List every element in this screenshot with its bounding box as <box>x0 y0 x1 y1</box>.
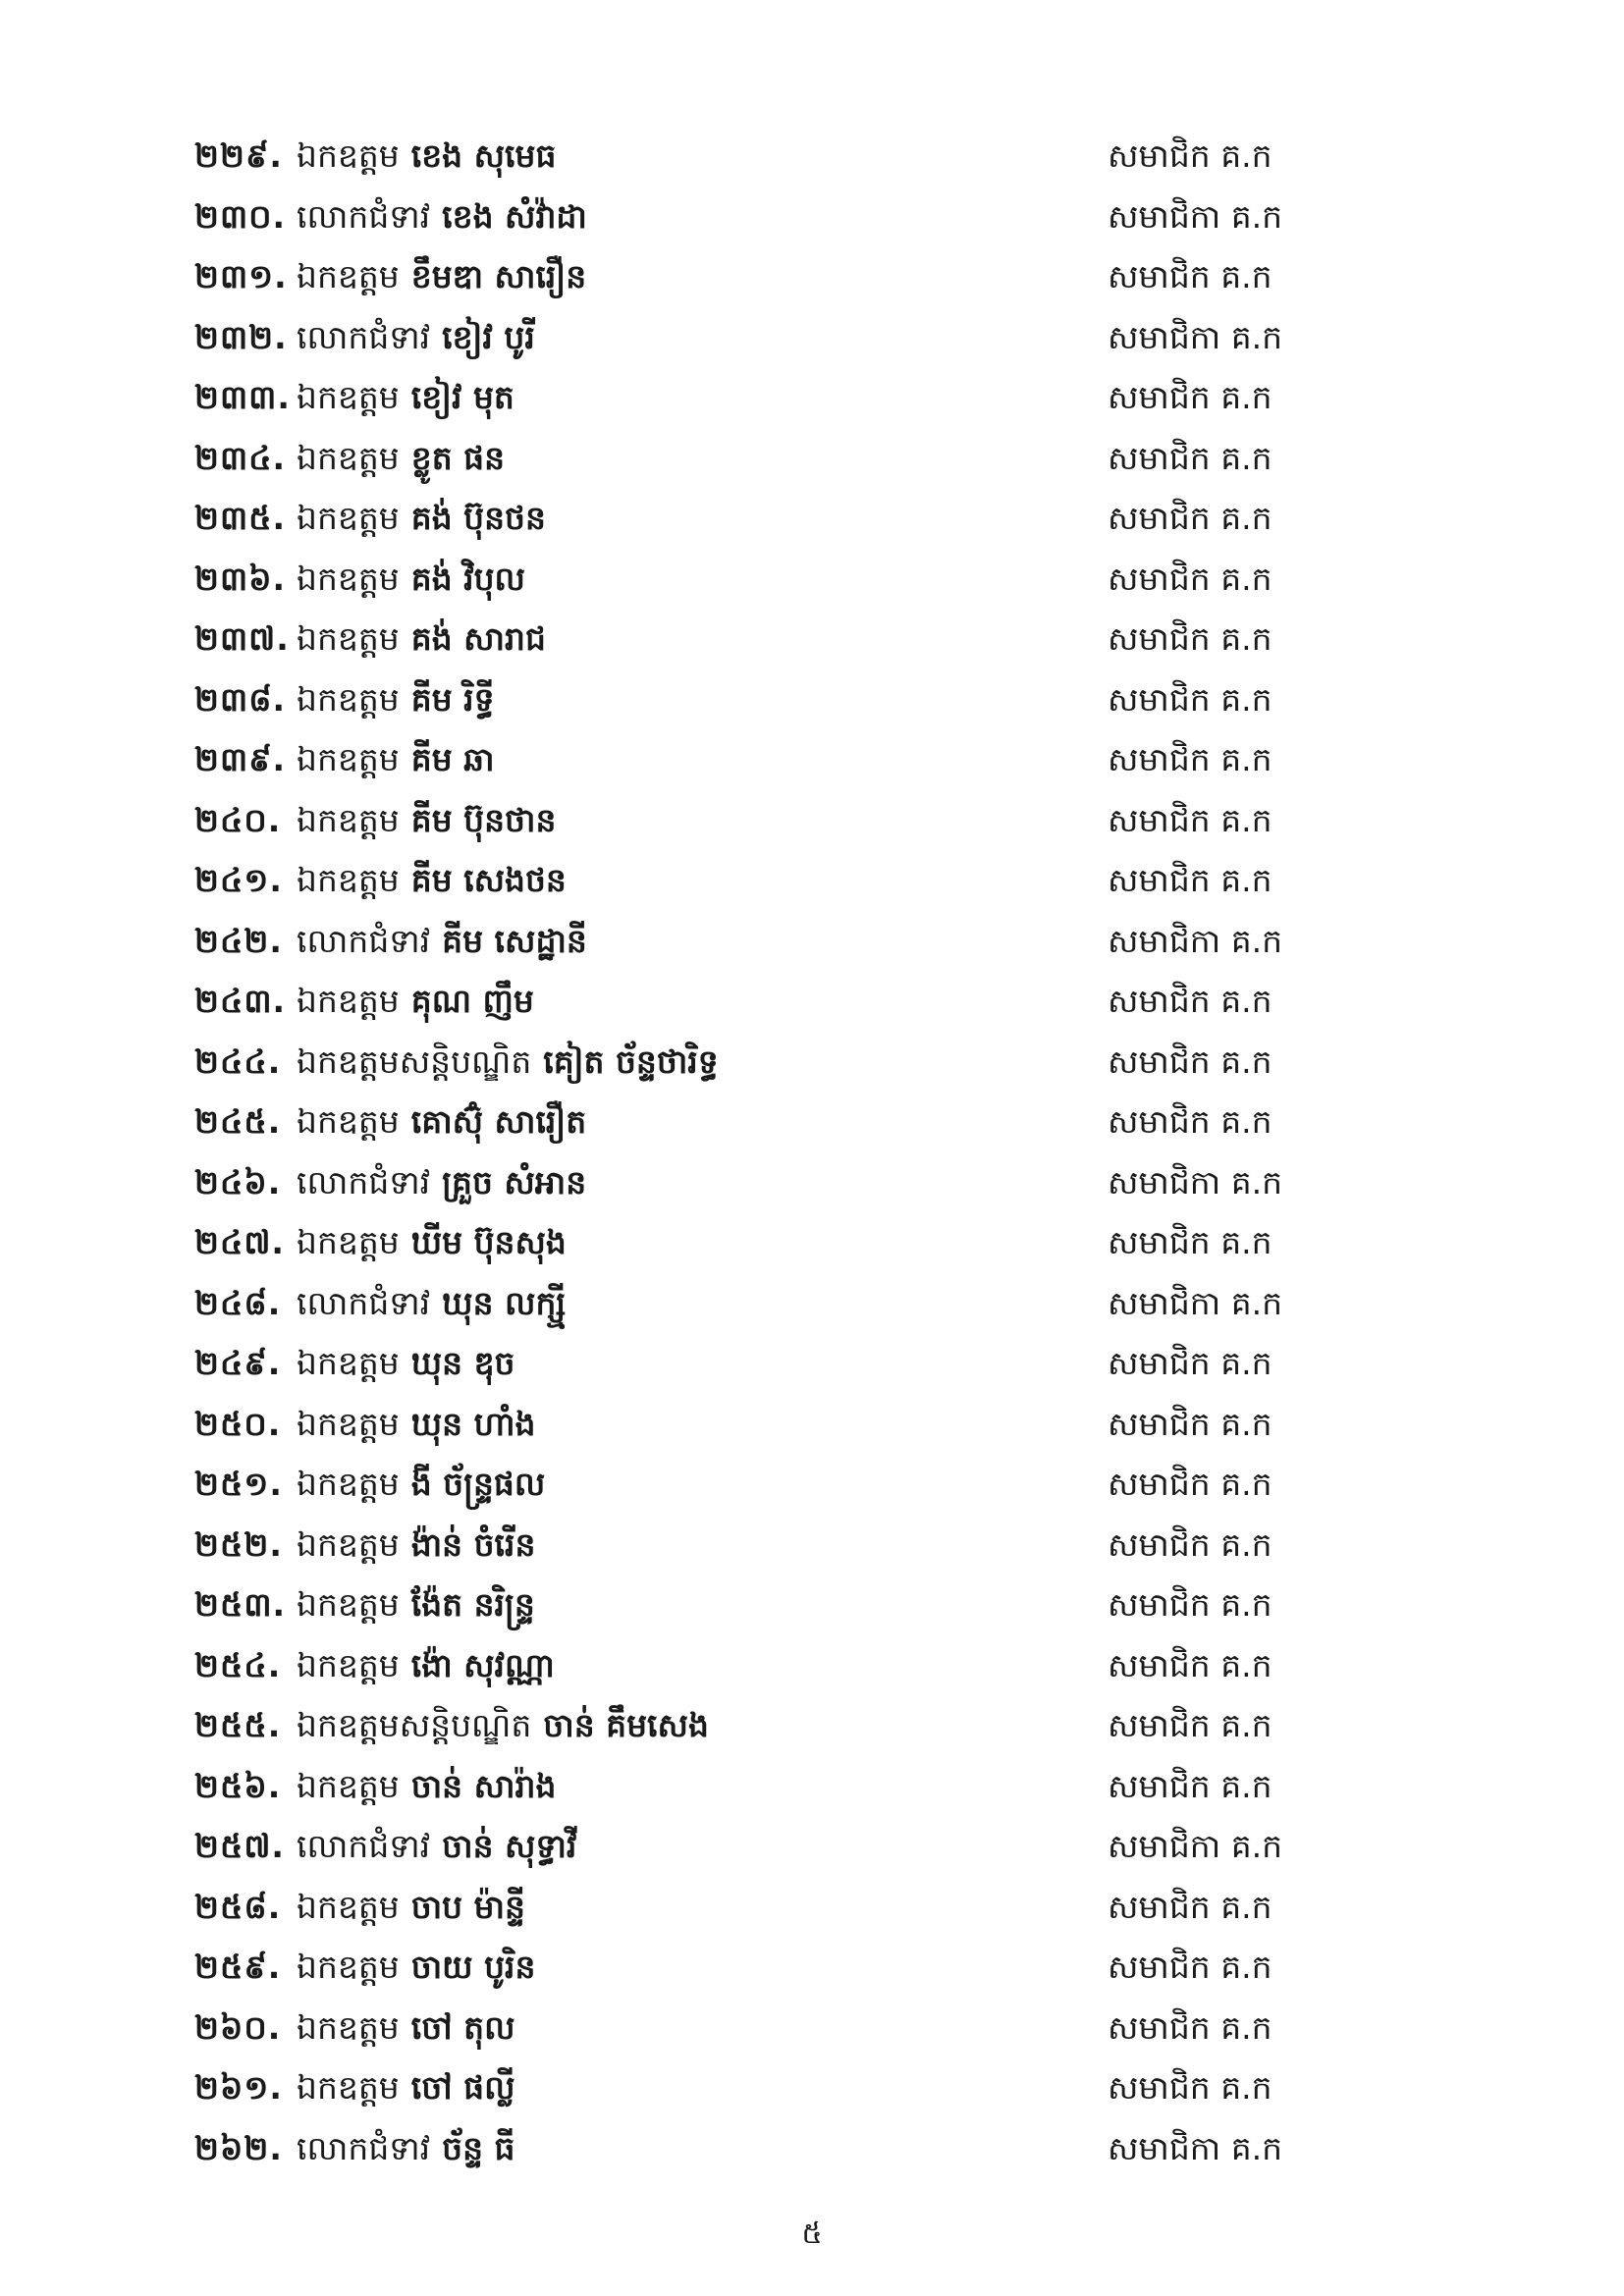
member-role: សមាជិក គ.ក <box>1108 378 1272 417</box>
member-name: ង៉ែត នរិន្ទ្រ <box>410 1585 535 1625</box>
item-number: ២២៩. <box>194 136 283 176</box>
member-name: ខេង សុមេធ <box>410 136 557 176</box>
member-role: សមាជិកា គ.ក <box>1108 1162 1283 1201</box>
list-item <box>194 1937 1294 1998</box>
honorific-title: ឯកឧត្តម <box>297 1948 400 1987</box>
list-item <box>194 911 1294 972</box>
item-number: ២៣៧. <box>194 619 290 659</box>
honorific-title: ឯកឧត្តម <box>297 1585 400 1625</box>
list-item <box>194 729 1294 790</box>
list-item <box>194 1212 1294 1273</box>
list-item <box>194 1695 1294 1756</box>
member-role: សមាជិកា គ.ក <box>1108 196 1283 236</box>
honorific-title: ឯកឧត្តម <box>297 2007 400 2047</box>
member-name: គីម សេដ្ឋានី <box>442 921 587 960</box>
item-number: ២៣០. <box>194 196 287 236</box>
member-name: ឃីម ប៊ុនសុង <box>410 1223 567 1262</box>
item-number: ២៤០. <box>194 800 282 839</box>
list-item <box>194 669 1294 730</box>
list-item <box>194 850 1294 911</box>
member-role: សមាជិក គ.ក <box>1108 1041 1272 1081</box>
list-item <box>194 1816 1294 1877</box>
member-role: សមាជិក គ.ក <box>1108 1465 1272 1504</box>
list-item <box>194 367 1294 428</box>
member-role: សមាជិក គ.ក <box>1108 1887 1272 1926</box>
item-number: ២៤៤. <box>194 1041 282 1081</box>
member-role: សមាជិក គ.ក <box>1108 1706 1272 1745</box>
item-number: ២៣២. <box>194 317 288 356</box>
honorific-title: លោកជំទាវ <box>297 196 431 236</box>
list-item <box>194 246 1294 307</box>
honorific-title: ឯកឧត្តម <box>297 499 400 538</box>
member-role: សមាជិក គ.ក <box>1108 136 1272 176</box>
honorific-title: ឯកឧត្តម <box>297 1404 400 1443</box>
member-name: គៀត ច័ន្ទថារិទ្ធ <box>543 1041 719 1081</box>
list-item <box>194 428 1294 489</box>
member-name: គង់ សារាជ <box>410 619 546 659</box>
member-name: ចៅ តុល <box>410 2007 515 2047</box>
member-role: សមាជិក គ.ក <box>1108 619 1272 659</box>
honorific-title: ឯកឧត្តម <box>297 1344 400 1383</box>
item-number: ២៥៨. <box>194 1887 282 1926</box>
list-item <box>194 1515 1294 1575</box>
honorific-title: ឯកឧត្តម <box>297 2068 400 2108</box>
member-name: ងី ច័ន្ទ្រផល <box>410 1465 546 1504</box>
member-role: សមាជិក គ.ក <box>1108 2068 1272 2108</box>
honorific-title: ឯកឧត្តម <box>297 619 400 659</box>
member-name: ខ្លូត ផន <box>410 438 506 477</box>
member-role: សមាជិកា គ.ក <box>1108 2128 1283 2167</box>
member-name: ង៉ាន់ ចំរើន <box>410 1524 536 1564</box>
item-number: ២៥៤. <box>194 1645 282 1684</box>
item-number: ២៤៦. <box>194 1162 282 1201</box>
honorific-title: ឯកឧត្តម <box>297 982 400 1021</box>
honorific-title: លោកជំទាវ <box>297 1162 431 1201</box>
list-item <box>194 1032 1294 1093</box>
member-name: គុណ ញឹម <box>410 982 534 1021</box>
member-role: សមាជិក គ.ក <box>1108 438 1272 477</box>
item-number: ២៥៧. <box>194 1827 285 1866</box>
item-number: ២៥២. <box>194 1524 283 1564</box>
honorific-title: ឯកឧត្តម <box>297 1223 400 1262</box>
member-role: សមាជិក គ.ក <box>1108 1585 1272 1625</box>
item-number: ២៣៥. <box>194 499 287 538</box>
member-name: ខឹមឌា សារឿន <box>410 257 587 296</box>
list-item <box>194 609 1294 669</box>
item-number: ២៥៣. <box>194 1585 287 1625</box>
member-name: ឃុន លក្ស្មី <box>442 1283 567 1322</box>
honorific-title: ឯកឧត្តម <box>297 136 400 176</box>
list-item <box>194 1756 1294 1817</box>
list-item <box>194 126 1294 187</box>
member-name: គីម សេងថន <box>410 861 567 900</box>
member-name: គង់ វិបុល <box>410 559 525 598</box>
item-number: ២៣៨. <box>194 679 287 719</box>
honorific-title: ឯកឧត្តមសន្តិបណ្ឌិត <box>297 1706 532 1745</box>
member-name: ខៀវ បូរី <box>442 317 535 356</box>
item-number: ២៥០. <box>194 1404 282 1443</box>
honorific-title: ឯកឧត្តម <box>297 861 400 900</box>
member-name: ចាន់ សារ៉ាង <box>410 1766 557 1805</box>
member-name: ខៀវ មុត <box>410 378 514 417</box>
honorific-title: លោកជំទាវ <box>297 1827 431 1866</box>
item-number: ២៤១. <box>194 861 283 900</box>
list-item <box>194 1273 1294 1334</box>
honorific-title: លោកជំទាវ <box>297 1283 431 1322</box>
list-item <box>194 1394 1294 1455</box>
member-role: សមាជិក គ.ក <box>1108 1223 1272 1262</box>
member-role: សមាជិក គ.ក <box>1108 800 1272 839</box>
honorific-title: ឯកឧត្តម <box>297 679 400 719</box>
member-list <box>194 126 1294 2178</box>
member-role: សមាជិក គ.ក <box>1108 499 1272 538</box>
honorific-title: លោកជំទាវ <box>297 2128 431 2167</box>
list-item <box>194 971 1294 1032</box>
member-role: សមាជិក គ.ក <box>1108 1645 1272 1684</box>
honorific-title: ឯកឧត្តម <box>297 1887 400 1926</box>
honorific-title: ឯកឧត្តម <box>297 438 400 477</box>
honorific-title: ឯកឧត្តម <box>297 740 400 779</box>
member-name: គីម រិទ្ធី <box>410 679 495 719</box>
honorific-title: ឯកឧត្តម <box>297 1102 400 1142</box>
item-number: ២៣៤. <box>194 438 287 477</box>
member-name: ចាន់ សុទ្ធាវី <box>442 1827 577 1866</box>
item-number: ២៣៣. <box>194 378 291 417</box>
list-item <box>194 1635 1294 1696</box>
item-number: ២៥១. <box>194 1465 283 1504</box>
member-role: សមាជិក គ.ក <box>1108 1524 1272 1564</box>
item-number: ២៦១. <box>194 2068 283 2108</box>
list-item <box>194 2118 1294 2179</box>
item-number: ២៥៦. <box>194 1766 282 1805</box>
member-role: សមាជិកា គ.ក <box>1108 1827 1283 1866</box>
member-role: សមាជិក គ.ក <box>1108 1102 1272 1142</box>
member-name: ចាន់ គឹមសេង <box>543 1706 709 1745</box>
list-item <box>194 2057 1294 2118</box>
item-number: ២៥៥. <box>194 1706 282 1745</box>
item-number: ២៤៩. <box>194 1344 282 1383</box>
member-name: គ្រួច សំអាន <box>442 1162 587 1201</box>
member-role: សមាជិកា គ.ក <box>1108 1283 1283 1322</box>
member-role: សមាជិក គ.ក <box>1108 861 1272 900</box>
member-role: សមាជិកា គ.ក <box>1108 317 1283 356</box>
honorific-title: ឯកឧត្តម <box>297 1645 400 1684</box>
honorific-title: លោកជំទាវ <box>297 921 431 960</box>
member-role: សមាជិក គ.ក <box>1108 1344 1272 1383</box>
member-role: សមាជិកា គ.ក <box>1108 921 1283 960</box>
list-item <box>194 549 1294 610</box>
member-role: សមាជិក គ.ក <box>1108 559 1272 598</box>
member-name: ចាប ម៉ាន្ទី <box>410 1887 525 1926</box>
honorific-title: លោកជំទាវ <box>297 317 431 356</box>
member-role: សមាជិក គ.ក <box>1108 740 1272 779</box>
page-number: ៥ <box>801 2216 823 2251</box>
honorific-title: ឯកឧត្តម <box>297 378 400 417</box>
member-name: ង៉ោ សុវណ្ណា <box>410 1645 555 1684</box>
list-item <box>194 488 1294 549</box>
member-role: សមាជិក គ.ក <box>1108 982 1272 1021</box>
list-item <box>194 790 1294 851</box>
item-number: ២៤៨. <box>194 1283 282 1322</box>
member-role: សមាជិក គ.ក <box>1108 1404 1272 1443</box>
member-role: សមាជិក គ.ក <box>1108 2007 1272 2047</box>
item-number: ២៥៩. <box>194 1948 282 1987</box>
item-number: ២៤៥. <box>194 1102 282 1142</box>
member-name: ឃុន ឌុច <box>410 1344 515 1383</box>
member-name: ចាយ បូរិន <box>410 1948 536 1987</box>
member-name: គោស៊ុំ សារឿត <box>410 1102 587 1142</box>
honorific-title: ឯកឧត្តម <box>297 257 400 296</box>
list-item <box>194 1333 1294 1394</box>
list-item <box>194 1092 1294 1152</box>
item-number: ២៤២. <box>194 921 283 960</box>
item-number: ២៤៣. <box>194 982 287 1021</box>
honorific-title: ឯកឧត្តម <box>297 1766 400 1805</box>
list-item <box>194 307 1294 368</box>
member-role: សមាជិក គ.ក <box>1108 1766 1272 1805</box>
member-name: គង់ ប៊ុនថន <box>410 499 546 538</box>
item-number: ២៣៩. <box>194 740 287 779</box>
list-item <box>194 1877 1294 1938</box>
list-item <box>194 1152 1294 1213</box>
member-name: ខេង សំវ៉ាដា <box>442 196 587 236</box>
honorific-title: ឯកឧត្តម <box>297 800 400 839</box>
member-role: សមាជិក គ.ក <box>1108 257 1272 296</box>
member-role: សមាជិក គ.ក <box>1108 1948 1272 1987</box>
member-name: គីម ប៊ុនថាន <box>410 800 557 839</box>
member-name: ច័ន្ទ ធី <box>442 2128 515 2167</box>
list-item <box>194 187 1294 247</box>
honorific-title: ឯកឧត្តម <box>297 1465 400 1504</box>
member-role: សមាជិក គ.ក <box>1108 679 1272 719</box>
member-name: ឃុន ហាំង <box>410 1404 536 1443</box>
item-number: ២៤៧. <box>194 1223 285 1262</box>
list-item <box>194 1454 1294 1515</box>
item-number: ២៣១. <box>194 257 288 296</box>
honorific-title: ឯកឧត្តម <box>297 1524 400 1564</box>
item-number: ២៦២. <box>194 2128 283 2167</box>
list-item <box>194 1998 1294 2058</box>
item-number: ២៣៦. <box>194 559 287 598</box>
honorific-title: ឯកឧត្តម <box>297 559 400 598</box>
item-number: ២៦០. <box>194 2007 282 2047</box>
member-name: គីម ឆា <box>410 740 495 779</box>
honorific-title: ឯកឧត្តមសន្តិបណ្ឌិត <box>297 1041 532 1081</box>
member-name: ចៅ ផល្លី <box>410 2068 515 2108</box>
list-item <box>194 1575 1294 1635</box>
